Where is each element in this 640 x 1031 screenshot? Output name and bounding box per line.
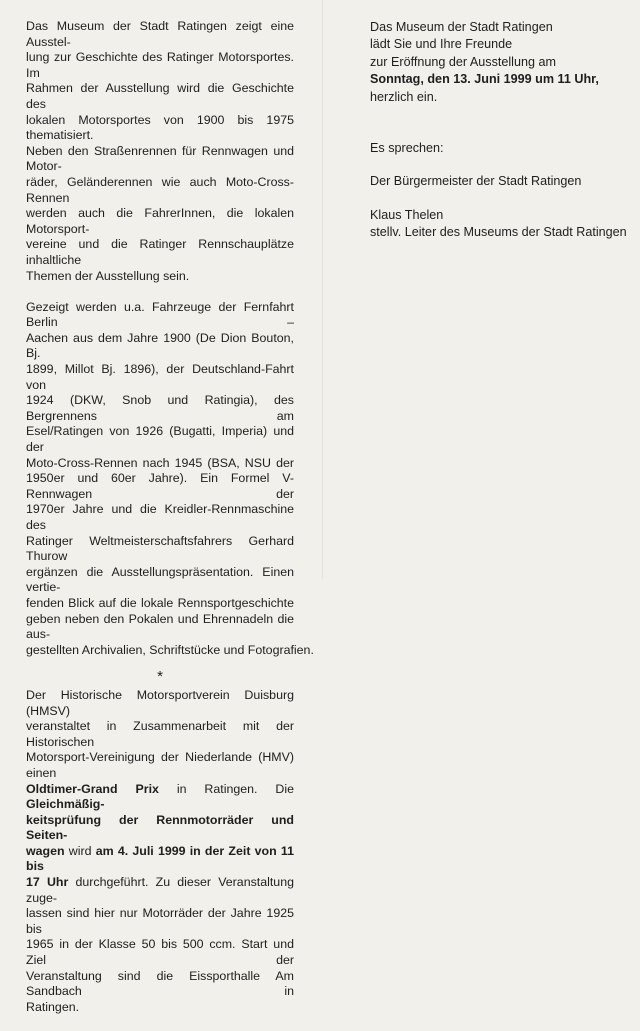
text-line xyxy=(26,81,294,112)
text-line xyxy=(26,844,294,875)
text-segment: räder, Geländerennen wie auch Moto-Cross-Rennen xyxy=(26,174,294,205)
text-segment: 1950er und 60er Jahre). Ein Formel V-Rennwagen der xyxy=(26,471,294,501)
invitation-line: zur Eröffnung der Ausstellung am xyxy=(370,54,556,69)
bold-text: 17 Uhr xyxy=(26,875,69,890)
bold-text: wagen xyxy=(26,843,65,858)
text-line xyxy=(26,937,294,968)
text-segment: Themen der Ausstellung sein. xyxy=(26,268,190,283)
date-bold: Sonntag, den 13. Juni 1999 um 11 Uhr, xyxy=(370,72,599,87)
text-line xyxy=(26,424,294,455)
text-line xyxy=(26,596,294,612)
text-segment: Motorsport-Vereinigung der Niederlande (HMV) einen xyxy=(26,750,294,780)
text-segment: 1924 (DKW, Snob und Ratingia), des Bergrennens am xyxy=(26,393,294,423)
text-line xyxy=(26,534,294,565)
text-segment: Gezeigt werden u.a. Fahrzeuge der Fernfahrt Berlin – xyxy=(26,299,294,330)
text-line xyxy=(26,237,294,268)
text-segment: Neben den Straßenrennen für Rennwagen und Motor- xyxy=(26,143,294,174)
text-line xyxy=(26,642,314,659)
bold-text: Oldtimer-Grand Prix xyxy=(26,781,159,796)
text-segment: geben neben den Pokalen und Ehrennadeln die aus- xyxy=(26,611,294,642)
text-line xyxy=(26,456,294,472)
text-segment: in Ratingen. Die xyxy=(158,781,294,796)
text-segment: Der Historische Motorsportverein Duisburg (HMSV) xyxy=(26,687,294,718)
bold-text: Gleichmäßig- xyxy=(26,797,105,812)
text-line xyxy=(26,206,294,237)
text-line xyxy=(26,331,294,362)
speakers-heading: Es sprechen: xyxy=(370,141,444,156)
text-line xyxy=(26,875,294,906)
text-line xyxy=(26,471,294,502)
invitation-line: Das Museum der Stadt Ratingen xyxy=(370,20,553,34)
text-line xyxy=(26,906,294,937)
text-segment: vereine und die Ratinger Rennschauplätze inhaltliche xyxy=(26,237,294,267)
text-segment: lung zur Geschichte des Ratinger Motorsportes. Im xyxy=(26,50,294,80)
text-segment: Esel/Ratingen von 1926 (Bugatti, Imperia) und der xyxy=(26,424,294,455)
text-segment: lokalen Motorsportes von 1900 bis 1975 thematisiert. xyxy=(26,112,294,143)
invitation-block xyxy=(370,19,635,106)
text-line xyxy=(26,362,294,393)
text-line xyxy=(26,393,294,424)
text-line xyxy=(26,19,294,50)
text-line xyxy=(26,175,294,206)
bold-text: am 4. Juli 1999 in der Zeit von 11 bis xyxy=(26,843,295,874)
text-line xyxy=(26,50,294,81)
text-segment: lassen sind hier nur Motorräder der Jahre 1925 bis xyxy=(26,906,294,936)
text-line xyxy=(26,113,294,144)
text-segment: Aachen aus dem Jahre 1900 (De Dion Bouton, Bj. xyxy=(26,330,294,361)
text-segment: 1899, Millot Bj. 1896), der Deutschland-Fahrt von xyxy=(26,362,294,392)
text-segment: 1965 in der Klasse 50 bis 500 ccm. Start und Ziel der xyxy=(26,937,294,968)
text-line xyxy=(26,750,294,781)
text-line xyxy=(26,300,294,331)
text-line xyxy=(26,782,294,813)
text-line xyxy=(26,813,294,844)
text-line xyxy=(26,144,294,175)
text-segment: veranstaltet in Zusammenarbeit mit der Historischen xyxy=(26,719,294,749)
text-line xyxy=(26,612,294,643)
paragraph xyxy=(26,688,294,1015)
invitation-line: herzlich ein. xyxy=(370,89,438,104)
paragraph xyxy=(26,19,294,284)
text-segment: wird xyxy=(64,843,96,858)
left-column xyxy=(26,19,314,1031)
text-segment: ergänzen die Ausstellungspräsentation. Einen vertie- xyxy=(26,564,294,595)
text-segment: Moto-Cross-Rennen nach 1945 (BSA, NSU der xyxy=(26,455,294,470)
text-segment: Das Museum der Stadt Ratingen zeigt eine Ausstel- xyxy=(26,19,294,49)
text-segment: fenden Blick auf die lokale Rennsportgeschichte xyxy=(26,595,294,610)
text-line xyxy=(26,502,294,533)
text-segment: 1970er Jahre und die Kreidler-Rennmaschine des xyxy=(26,502,294,532)
speaker-mayor: Der Bürgermeister der Stadt Ratingen xyxy=(370,174,582,189)
text-segment: gestellten Archivalien, Schriftstücke und Fotografien. xyxy=(26,642,314,657)
text-segment: durchgeführt. Zu dieser Veranstaltung zuge- xyxy=(26,875,294,905)
text-line xyxy=(26,719,294,750)
section-separator: * xyxy=(157,667,163,685)
text-segment: Ratingen. xyxy=(26,999,80,1014)
speaker-role: stellv. Leiter des Museums der Stadt Ratingen xyxy=(370,225,627,240)
text-segment: Rahmen der Ausstellung wird die Geschichte des xyxy=(26,81,294,111)
text-segment: Veranstaltung sind die Eissporthalle Am Sandbach in xyxy=(26,968,294,999)
paragraph xyxy=(26,299,314,659)
text-line xyxy=(26,1000,294,1016)
right-column xyxy=(370,19,635,242)
invitation-date xyxy=(370,71,635,88)
text-line xyxy=(26,565,294,596)
text-line xyxy=(26,269,294,285)
bold-text: keitsprüfung der Rennmotorräder und Seiten- xyxy=(26,812,294,843)
page-fold xyxy=(322,0,323,579)
text-segment: werden auch die FahrerInnen, die lokalen Motorsport- xyxy=(26,206,294,236)
text-line xyxy=(26,969,294,1000)
text-segment: Ratinger Weltmeisterschaftsfahrers Gerhard Thurow xyxy=(26,533,294,564)
speaker-name: Klaus Thelen xyxy=(370,207,444,222)
invitation-line: lädt Sie und Ihre Freunde xyxy=(370,37,513,52)
text-line xyxy=(26,688,294,719)
